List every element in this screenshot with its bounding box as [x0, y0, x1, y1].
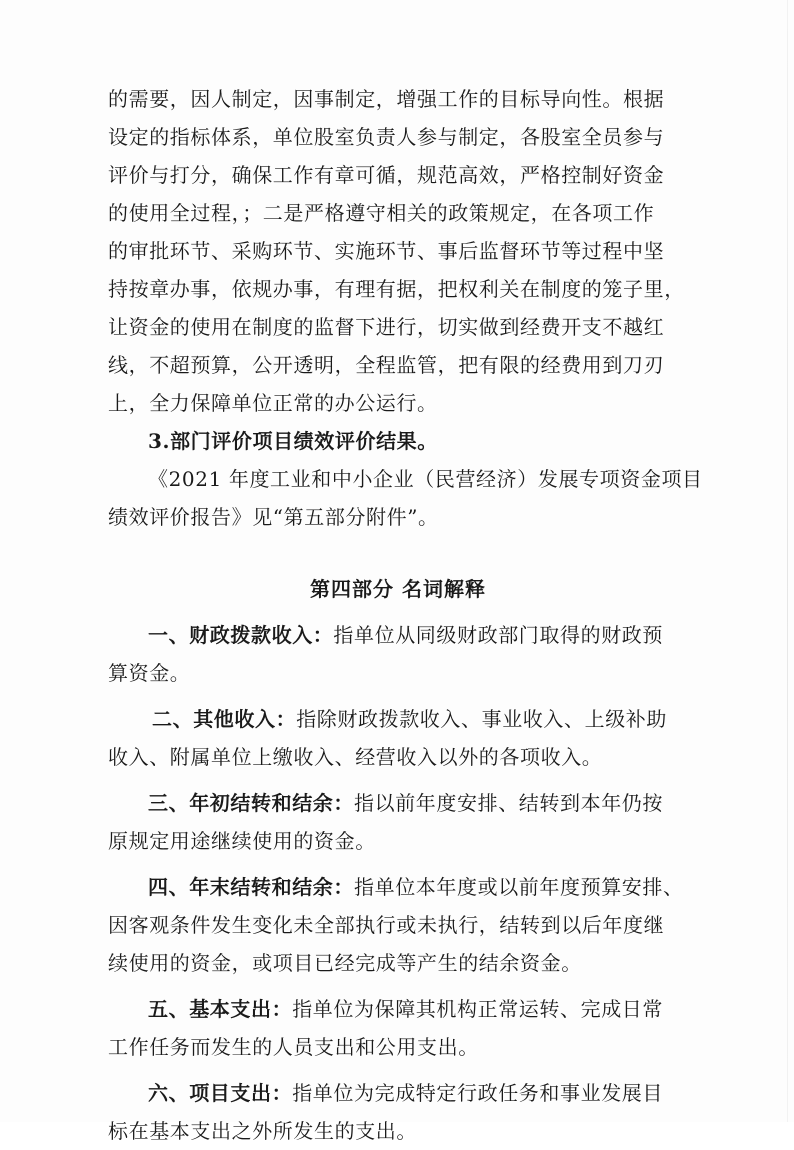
term-continuation: 因客观条件发生变化未全部执行或未执行，结转到以后年度继 [108, 913, 665, 937]
term-continuation: 标在基本支出之外所发生的支出。 [108, 1119, 417, 1143]
top-paragraph [108, 80, 688, 422]
term-definition: 指除财政拨款收入、事业收入、上级补助 [296, 707, 668, 731]
part-4-title: 第四部分 名词解释 [310, 577, 486, 601]
term-label: 六、项目支出： [148, 1081, 293, 1105]
term-continuation: 收入、附属单位上缴收入、经营收入以外的各项收入。 [108, 745, 603, 769]
term-definition: 指以前年度安排、结转到本年仍按 [354, 791, 663, 815]
term-continuation: 算资金。 [108, 661, 191, 685]
term-item-5 [108, 990, 688, 1066]
term-item-1 [108, 616, 688, 692]
term-definition: 指单位为保障其机构正常运转、完成日常 [292, 997, 664, 1021]
paragraph-line: 的审批环节、采购环节、实施环节、事后监督环节等过程中坚 [108, 239, 665, 263]
term-item-4 [108, 868, 688, 982]
page-content [108, 80, 703, 1150]
section-3-line: 《2021 年度工业和中小企业（民营经济）发展专项资金项目 [148, 467, 703, 491]
page-edge-shadow [787, 0, 788, 1122]
term-first-line [108, 868, 688, 906]
term-label: 三、年初结转和结余： [148, 791, 354, 815]
term-continuation: 续使用的资金，或项目已经完成等产生的结余资金。 [108, 951, 582, 975]
paragraph-line: 上，全力保障单位正常的办公运行。 [108, 391, 438, 415]
term-list [108, 616, 688, 1150]
paragraph-line: 让资金的使用在制度的监督下进行，切实做到经费开支不越红 [108, 315, 665, 339]
term-definition: 指单位为完成特定行政任务和事业发展目 [292, 1081, 664, 1105]
term-label: 四、年末结转和结余： [148, 875, 354, 899]
term-item-3 [108, 784, 688, 860]
term-first-line [108, 784, 688, 822]
paragraph-line: 的使用全过程，；二是严格遵守相关的政策规定，在各项工作 [108, 201, 655, 225]
paragraph-line: 评价与打分，确保工作有章可循，规范高效，严格控制好资金 [108, 163, 665, 187]
section-3-line: 绩效评价报告》见“第五部分附件”。 [108, 505, 439, 529]
term-continuation: 原规定用途继续使用的资金。 [108, 829, 376, 853]
term-first-line [108, 990, 688, 1028]
term-first-line [108, 616, 688, 654]
term-first-line [108, 1074, 688, 1112]
section-3 [108, 422, 703, 536]
paragraph-line: 线，不超预算，公开透明，全程监管，把有限的经费用到刀刃 [108, 353, 665, 377]
term-label: 一、财政拨款收入： [148, 623, 334, 647]
term-continuation: 工作任务而发生的人员支出和公用支出。 [108, 1035, 479, 1059]
paragraph-line: 的需要，因人制定，因事制定，增强工作的目标导向性。根据 [108, 87, 665, 111]
paragraph-line: 持按章办事，依规办事，有理有据，把权利关在制度的笼子里， [108, 277, 685, 301]
term-definition: 指单位从同级财政部门取得的财政预 [333, 623, 664, 647]
term-definition: 指单位本年度或以前年度预算安排、 [354, 875, 684, 899]
term-item-6 [108, 1074, 688, 1150]
term-label: 二、其他收入： [152, 707, 297, 731]
term-label: 五、基本支出： [148, 997, 293, 1021]
section-3-heading: 3.部门评价项目绩效评价结果。 [148, 429, 438, 453]
term-item-2 [108, 700, 688, 776]
paragraph-line: 设定的指标体系，单位股室负责人参与制定，各股室全员参与 [108, 125, 665, 149]
term-first-line [108, 700, 688, 738]
